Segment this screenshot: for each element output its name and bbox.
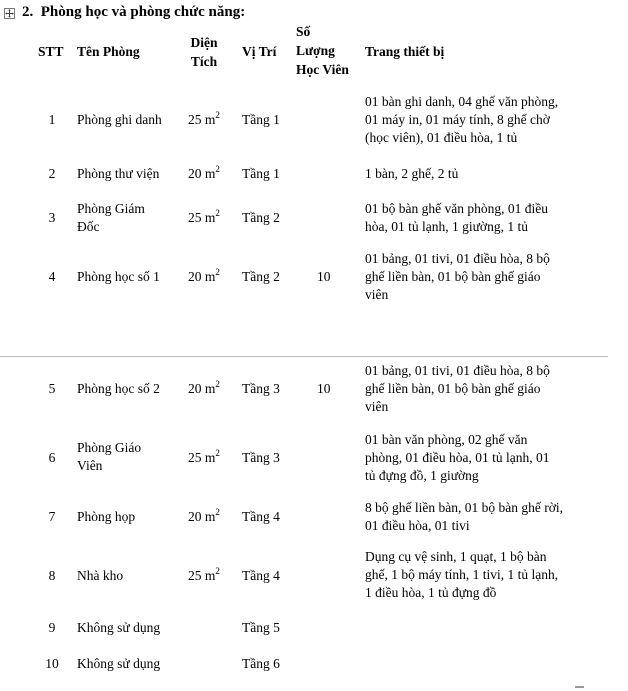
area-unit-exponent: 2 — [215, 378, 220, 389]
equipment-line: 01 bàn ghi danh, 04 ghế văn phòng, — [365, 94, 559, 109]
table-resize-handle[interactable] — [575, 686, 584, 688]
header-equipment: Trang thiết bị — [365, 44, 445, 59]
cell-area-value: 25 m — [188, 112, 216, 127]
cell-area-value: 25 m — [188, 568, 216, 583]
section-title: Phòng học và phòng chức năng: — [40, 4, 246, 20]
cell-student-count: 10 — [317, 269, 331, 284]
cell-area — [188, 111, 220, 129]
cell-location: Tầng 3 — [242, 450, 280, 465]
area-unit-exponent: 2 — [215, 506, 220, 517]
table-move-handle-icon[interactable] — [4, 8, 15, 19]
area-unit-exponent: 2 — [215, 207, 220, 218]
area-unit-exponent: 2 — [215, 163, 220, 174]
room-name-line: Viên — [77, 458, 103, 473]
equipment-line: Dụng cụ vệ sinh, 1 quạt, 1 bộ bàn — [365, 549, 547, 564]
cell-location: Tầng 2 — [242, 210, 280, 225]
cell-equipment — [365, 548, 569, 602]
cell-area — [188, 567, 220, 585]
cell-stt: 5 — [48, 381, 56, 396]
cell-equipment — [365, 431, 569, 485]
equipment-line: 01 bộ bàn ghế văn phòng, 01 điều — [365, 201, 548, 216]
equipment-line: tủ đựng đồ, 1 giường — [365, 468, 479, 483]
room-name-line: Phòng Giám — [77, 201, 145, 216]
cell-room-name: Phòng thư viện — [77, 166, 160, 181]
cell-room-name: Nhà kho — [77, 568, 124, 583]
header-area — [183, 33, 225, 71]
header-location: Vị Trí — [242, 44, 277, 59]
header-students-line: Học Viên — [296, 62, 349, 77]
cell-stt: 8 — [48, 568, 56, 583]
equipment-line: 1 bàn, 2 ghế, 2 tủ — [365, 166, 459, 181]
cell-stt: 2 — [48, 166, 56, 181]
header-stt: STT — [38, 44, 64, 59]
header-students-line: Lượng — [296, 43, 335, 58]
cell-area-value: 20 m — [188, 381, 216, 396]
area-unit-exponent: 2 — [215, 266, 220, 277]
cell-room-name — [77, 200, 179, 236]
header-student-count — [296, 22, 349, 79]
equipment-line: 01 bảng, 01 tivi, 01 điều hòa, 8 bộ — [365, 363, 550, 378]
cell-stt: 4 — [48, 269, 56, 284]
cell-area — [188, 209, 220, 227]
area-unit-exponent: 2 — [215, 565, 220, 576]
cell-room-name: Phòng ghi danh — [77, 112, 162, 127]
cell-stt: 7 — [48, 509, 56, 524]
cell-equipment — [365, 362, 569, 416]
equipment-line: phòng, 01 điều hòa, 01 tủ lạnh, 01 — [365, 450, 550, 465]
cell-location: Tầng 4 — [242, 568, 280, 583]
header-area-line: Diện — [190, 35, 218, 50]
equipment-line: viên — [365, 287, 389, 302]
equipment-line: (học viên), 01 điều hòa, 1 tủ — [365, 130, 518, 145]
cell-location: Tầng 6 — [242, 656, 280, 671]
cell-area — [188, 268, 220, 286]
cell-room-name: Không sử dụng — [77, 656, 161, 671]
cell-stt: 1 — [48, 112, 56, 127]
room-name-line: Đốc — [77, 219, 100, 234]
cell-equipment — [365, 165, 569, 183]
header-room-name: Tên Phòng — [77, 44, 140, 59]
cell-stt: 9 — [48, 620, 56, 635]
cell-room-name — [77, 439, 179, 475]
cell-stt: 3 — [48, 210, 56, 225]
equipment-line: ghế, 1 bộ máy tính, 1 tivi, 1 tủ lạnh, — [365, 567, 559, 582]
cell-location: Tầng 4 — [242, 509, 280, 524]
equipment-line: 01 điều hòa, 01 tivi — [365, 518, 470, 533]
equipment-line: 01 máy in, 01 máy tính, 8 ghế chờ — [365, 112, 550, 127]
cell-room-name: Phòng học số 1 — [77, 269, 160, 284]
header-area-line: Tích — [190, 54, 218, 69]
equipment-line: 01 bàn văn phòng, 02 ghế văn — [365, 432, 528, 447]
section-number: 2. — [22, 4, 34, 20]
cell-area-value: 20 m — [188, 509, 216, 524]
cell-room-name: Phòng họp — [77, 509, 136, 524]
equipment-line: viên — [365, 399, 389, 414]
cell-area-value: 25 m — [188, 450, 216, 465]
equipment-line: 1 điều hòa, 1 tủ đựng đồ — [365, 585, 497, 600]
cell-room-name: Phòng học số 2 — [77, 381, 160, 396]
cell-equipment — [365, 200, 569, 236]
equipment-line: hòa, 01 tủ lạnh, 1 giường, 1 tủ — [365, 219, 528, 234]
header-students-line: Số — [296, 24, 311, 39]
cell-student-count: 10 — [317, 381, 331, 396]
cell-area — [188, 380, 220, 398]
section-heading — [22, 4, 245, 21]
cell-stt: 6 — [48, 450, 56, 465]
cell-location: Tầng 5 — [242, 620, 280, 635]
cell-stt: 10 — [45, 656, 59, 671]
cell-equipment — [365, 499, 575, 535]
cell-location: Tầng 1 — [242, 166, 280, 181]
room-name-line: Phòng Giáo — [77, 440, 142, 455]
cell-location: Tầng 2 — [242, 269, 280, 284]
cell-location: Tầng 1 — [242, 112, 280, 127]
equipment-line: 01 bảng, 01 tivi, 01 điều hòa, 8 bộ — [365, 251, 550, 266]
cell-area-value: 20 m — [188, 269, 216, 284]
cell-area — [188, 508, 220, 526]
cell-area-value: 25 m — [188, 210, 216, 225]
area-unit-exponent: 2 — [215, 447, 220, 458]
cell-area — [188, 165, 220, 183]
cell-room-name: Không sử dụng — [77, 620, 161, 635]
cell-equipment — [365, 93, 569, 147]
cell-area-value: 20 m — [188, 166, 216, 181]
area-unit-exponent: 2 — [215, 109, 220, 120]
cell-area — [188, 449, 220, 467]
cell-location: Tầng 3 — [242, 381, 280, 396]
equipment-line: 8 bộ ghế liền bàn, 01 bộ bàn ghế rời, — [365, 500, 563, 515]
equipment-line: ghế liền bàn, 01 bộ bàn ghế giáo — [365, 381, 541, 396]
page-break-divider — [0, 356, 608, 357]
equipment-line: ghế liền bàn, 01 bộ bàn ghế giáo — [365, 269, 541, 284]
cell-equipment — [365, 250, 569, 304]
